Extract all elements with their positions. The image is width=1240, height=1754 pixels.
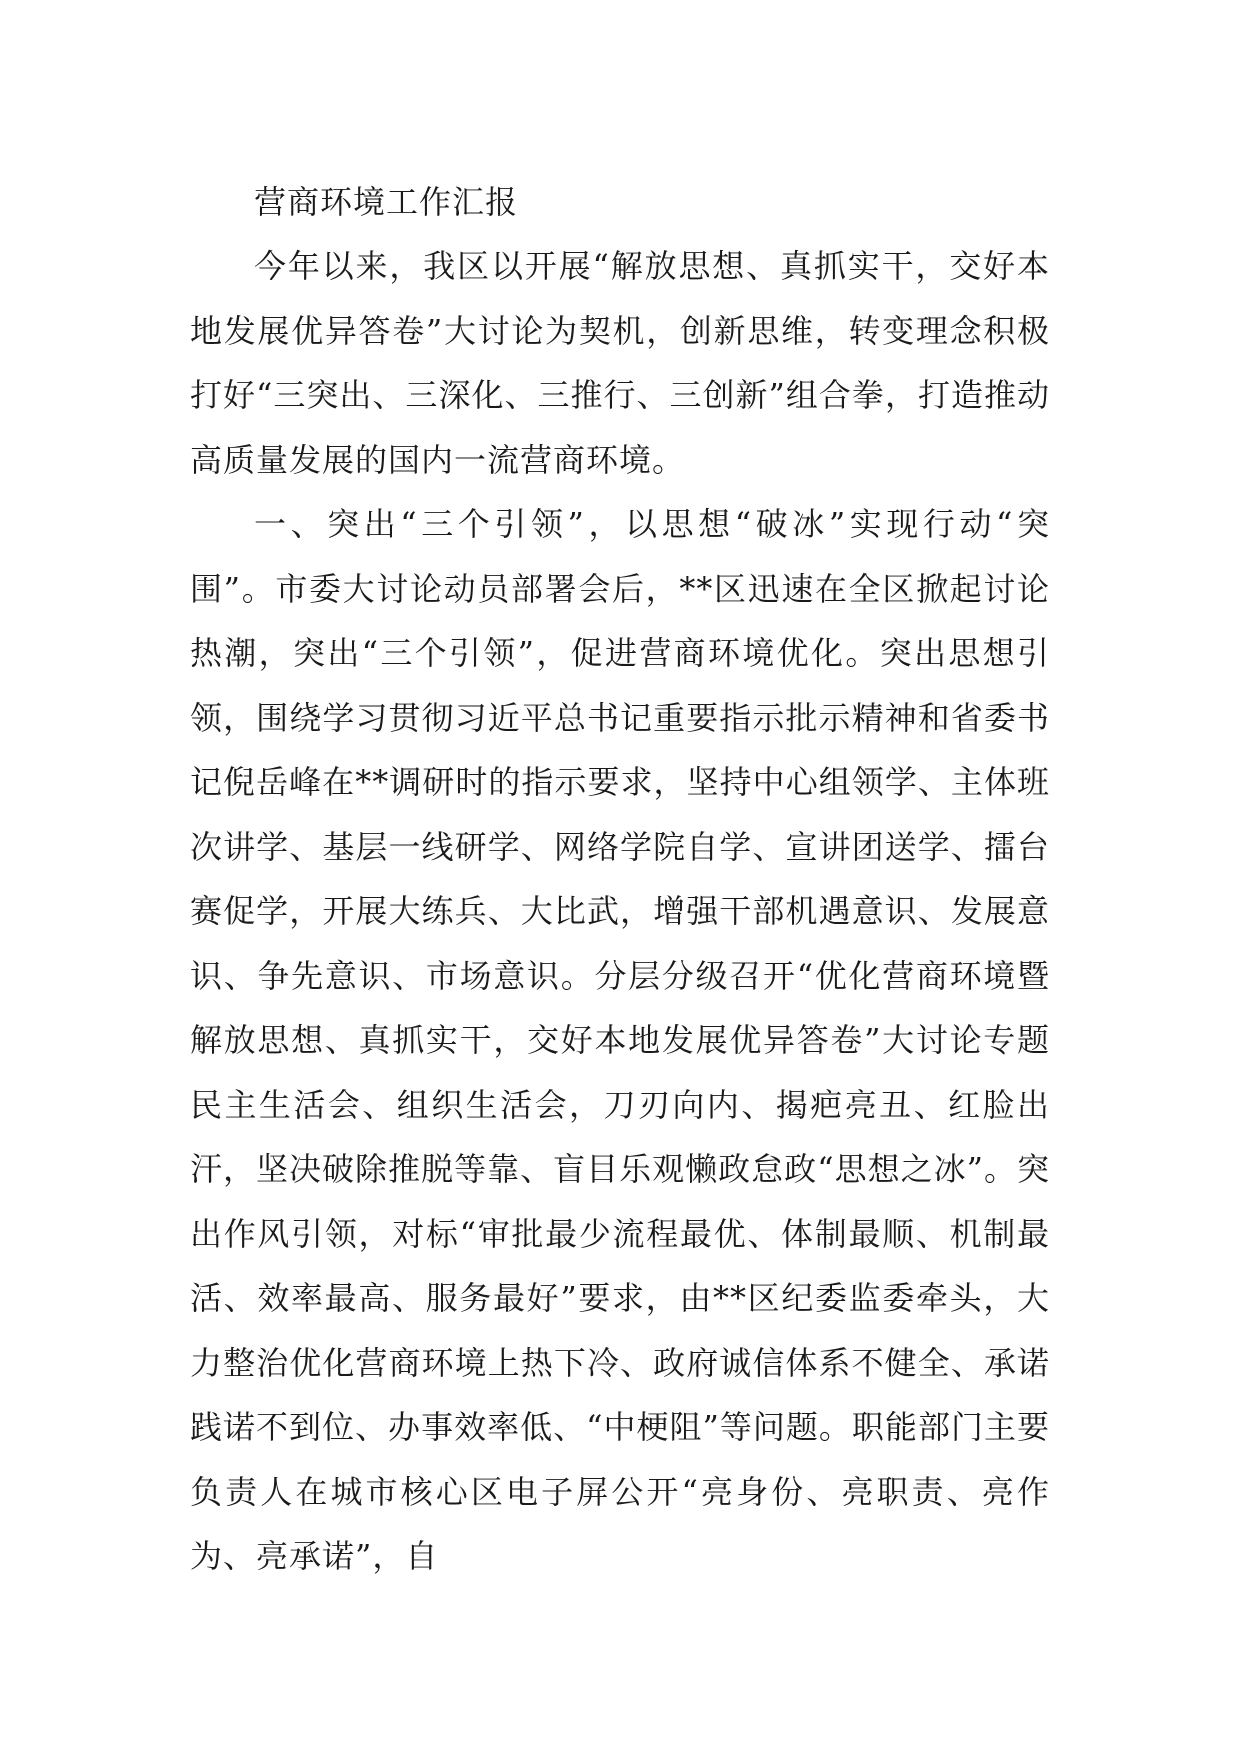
paragraph-intro: 今年以来，我区以开展“解放思想、真抓实干，交好本地发展优异答卷”大讨论为契机，创新思维，转变理念积极打好“三突出、三深化、三推行、三创新”组合拳，打造推动高质量发展的国内一流营商环境。: [190, 247, 1050, 479]
document-title: 营商环境工作汇报: [254, 183, 519, 221]
paragraph-section-one: 一、突出“三个引领”，以思想“破冰”实现行动“突围”。市委大讨论动员部署会后，**区迅速在全区掀起讨论热潮，突出“三个引领”，促进营商环境优化。突出思想引领，围绕学习贯彻习近平总书记重要指示批示精神和省委书记倪岳峰在**调研时的指示要求，坚持中心组领学、主体班次讲学、基层一线研学、网络学院自学、宣讲团送学、擂台赛促学，开展大练兵、大比武，增强干部机遇意识、发展意识、争先意识、市场意识。分层分级召开“优化营商环境暨解放思想、真抓实干，交好本地发展优异答卷”大讨论专题民主生活会、组织生活会，刀刃向内、揭疤亮丑、红脸出汗，坚决破除推脱等靠、盲目乐观懒政怠政“思想之冰”。突出作风引领，对标“审批最少流程最优、体制最顺、机制最活、效率最高、服务最好”要求，由**区纪委监委牵头，大力整治优化营商环境上热下冷、政府诚信体系不健全、承诺践诺不到位、办事效率低、“中梗阻”等问题。职能部门主要负责人在城市核心区电子屏公开“亮身份、亮职责、亮作为、亮承诺”，自: [190, 505, 1050, 1575]
document-body: [190, 170, 1050, 1589]
